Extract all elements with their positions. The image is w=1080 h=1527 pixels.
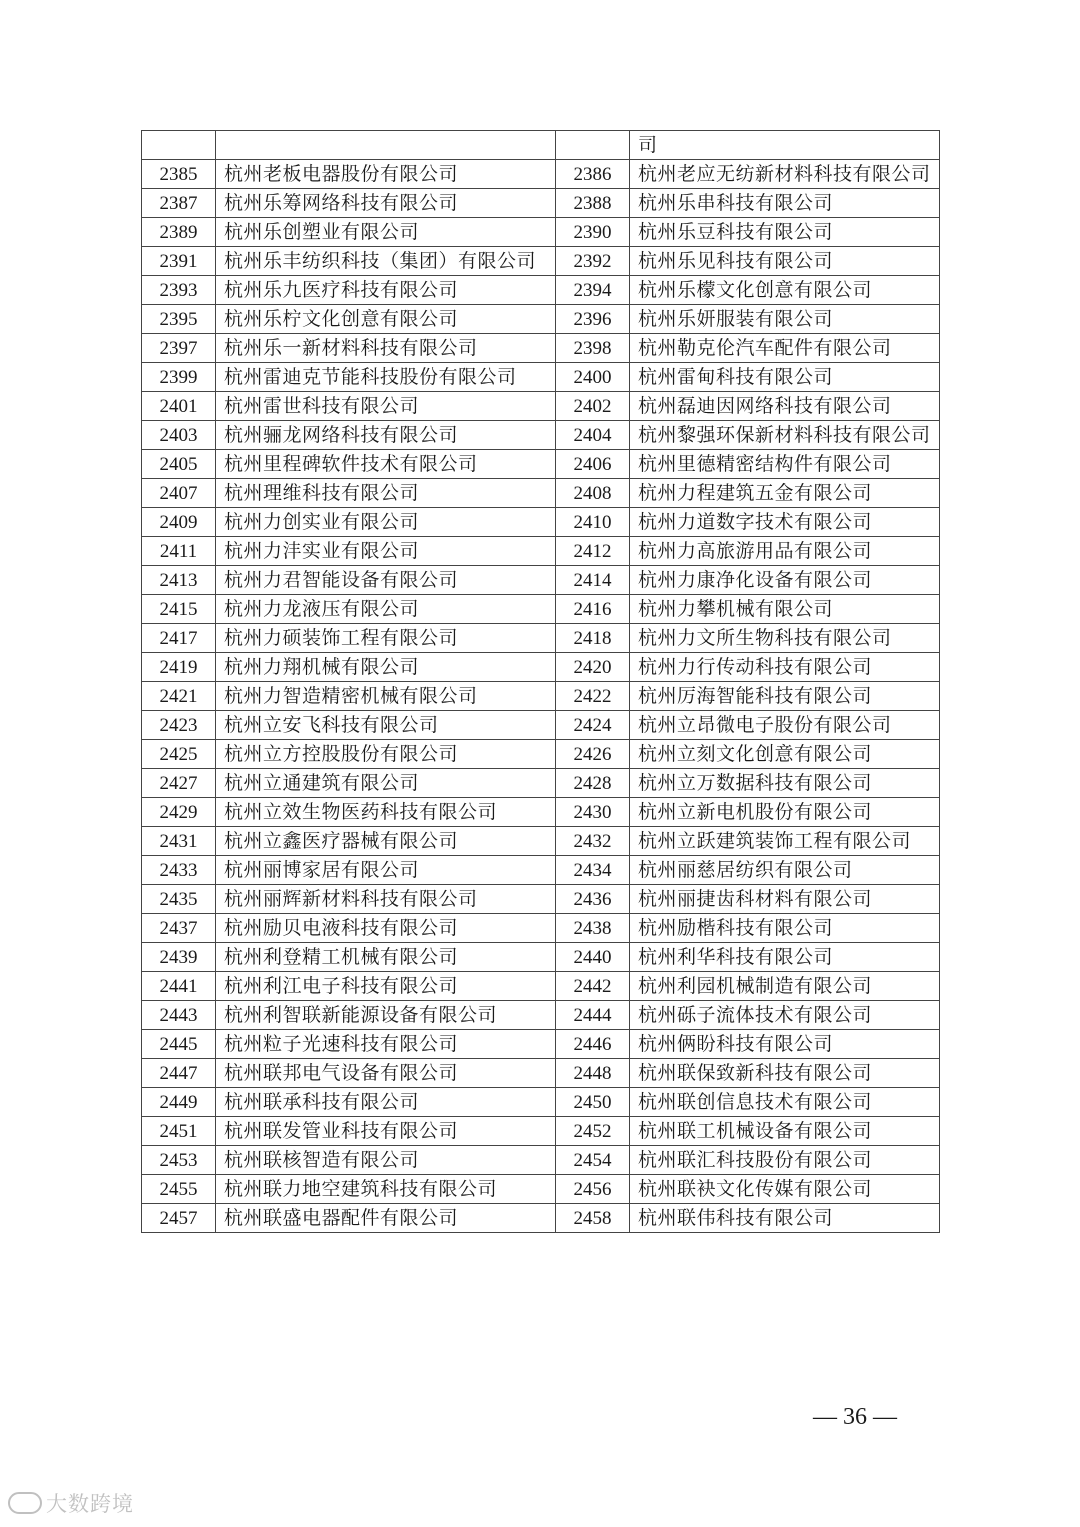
- company-name-cell: 杭州乐见科技有限公司: [630, 247, 940, 276]
- company-name-cell: 杭州立方控股股份有限公司: [216, 740, 556, 769]
- table-row: [142, 247, 940, 276]
- table-row: [142, 363, 940, 392]
- number-cell: 2419: [142, 653, 216, 682]
- company-name-cell: 杭州丽慈居纺织有限公司: [630, 856, 940, 885]
- number-cell: 2408: [556, 479, 630, 508]
- company-name-cell: 杭州粒子光速科技有限公司: [216, 1030, 556, 1059]
- company-name-cell: 杭州联力地空建筑科技有限公司: [216, 1175, 556, 1204]
- company-name-cell: 杭州力创实业有限公司: [216, 508, 556, 537]
- company-name-cell: 杭州乐九医疗科技有限公司: [216, 276, 556, 305]
- company-name-cell: 杭州立安飞科技有限公司: [216, 711, 556, 740]
- company-name-cell: 杭州乐柠文化创意有限公司: [216, 305, 556, 334]
- number-cell: 2391: [142, 247, 216, 276]
- company-name-cell: 杭州乐妍服装有限公司: [630, 305, 940, 334]
- number-cell: 2385: [142, 160, 216, 189]
- number-cell: 2456: [556, 1175, 630, 1204]
- company-name-cell: 杭州力翔机械有限公司: [216, 653, 556, 682]
- number-cell: 2426: [556, 740, 630, 769]
- company-name-cell: 杭州丽辉新材料科技有限公司: [216, 885, 556, 914]
- table-row: [142, 885, 940, 914]
- table-row: [142, 392, 940, 421]
- number-cell: 2440: [556, 943, 630, 972]
- table-row: [142, 798, 940, 827]
- company-name-cell: 杭州利华科技有限公司: [630, 943, 940, 972]
- company-name-cell: [216, 131, 556, 160]
- number-cell: 2409: [142, 508, 216, 537]
- company-name-cell: 杭州力文所生物科技有限公司: [630, 624, 940, 653]
- number-cell: 2441: [142, 972, 216, 1001]
- table-row: [142, 653, 940, 682]
- number-cell: 2392: [556, 247, 630, 276]
- number-cell: 2443: [142, 1001, 216, 1030]
- table-row: [142, 421, 940, 450]
- number-cell: 2425: [142, 740, 216, 769]
- number-cell: 2434: [556, 856, 630, 885]
- company-name-cell: 杭州力龙液压有限公司: [216, 595, 556, 624]
- company-name-cell: 杭州力康净化设备有限公司: [630, 566, 940, 595]
- company-name-cell: 杭州乐豆科技有限公司: [630, 218, 940, 247]
- company-name-cell: 杭州黎强环保新材料科技有限公司: [630, 421, 940, 450]
- number-cell: 2438: [556, 914, 630, 943]
- company-name-cell: 杭州立鑫医疗器械有限公司: [216, 827, 556, 856]
- number-cell: 2406: [556, 450, 630, 479]
- number-cell: 2448: [556, 1059, 630, 1088]
- table-row: [142, 682, 940, 711]
- number-cell: 2402: [556, 392, 630, 421]
- number-cell: 2428: [556, 769, 630, 798]
- table-row: [142, 537, 940, 566]
- number-cell: 2424: [556, 711, 630, 740]
- company-name-cell: 杭州立新电机股份有限公司: [630, 798, 940, 827]
- number-cell: 2400: [556, 363, 630, 392]
- company-name-cell: 杭州力道数字技术有限公司: [630, 508, 940, 537]
- number-cell: 2416: [556, 595, 630, 624]
- table-body: [142, 131, 940, 1233]
- company-name-cell: 杭州立昂微电子股份有限公司: [630, 711, 940, 740]
- company-name-cell: 杭州立刻文化创意有限公司: [630, 740, 940, 769]
- company-name-cell: 杭州联袂文化传媒有限公司: [630, 1175, 940, 1204]
- company-name-cell: 杭州利智联新能源设备有限公司: [216, 1001, 556, 1030]
- company-name-cell: 杭州联伟科技有限公司: [630, 1204, 940, 1233]
- company-name-cell: 杭州乐创塑业有限公司: [216, 218, 556, 247]
- company-name-cell: 杭州老应无纺新材料科技有限公司: [630, 160, 940, 189]
- table-row: [142, 566, 940, 595]
- company-list-table: [141, 130, 940, 1233]
- number-cell: 2458: [556, 1204, 630, 1233]
- number-cell: 2453: [142, 1146, 216, 1175]
- number-cell: 2394: [556, 276, 630, 305]
- watermark-text: 大数跨境: [46, 1492, 134, 1516]
- number-cell: 2429: [142, 798, 216, 827]
- company-name-cell: 杭州励楷科技有限公司: [630, 914, 940, 943]
- number-cell: 2386: [556, 160, 630, 189]
- number-cell: 2388: [556, 189, 630, 218]
- table-row: [142, 1030, 940, 1059]
- company-name-cell: 杭州联创信息技术有限公司: [630, 1088, 940, 1117]
- table-row: [142, 624, 940, 653]
- number-cell: 2431: [142, 827, 216, 856]
- company-name-cell: 杭州勒克伦汽车配件有限公司: [630, 334, 940, 363]
- table-row: [142, 1146, 940, 1175]
- number-cell: 2427: [142, 769, 216, 798]
- company-name-cell: 杭州砾子流体技术有限公司: [630, 1001, 940, 1030]
- company-name-cell: 杭州联盛电器配件有限公司: [216, 1204, 556, 1233]
- company-name-cell: 杭州雷世科技有限公司: [216, 392, 556, 421]
- table-row: [142, 1059, 940, 1088]
- number-cell: 2413: [142, 566, 216, 595]
- company-name-cell: 杭州力沣实业有限公司: [216, 537, 556, 566]
- table-row: [142, 1175, 940, 1204]
- company-name-cell: 杭州乐筹网络科技有限公司: [216, 189, 556, 218]
- table-row: [142, 305, 940, 334]
- table-row: [142, 450, 940, 479]
- company-name-cell: 杭州联核智造有限公司: [216, 1146, 556, 1175]
- company-name-cell: 杭州力行传动科技有限公司: [630, 653, 940, 682]
- number-cell: 2411: [142, 537, 216, 566]
- table-row: [142, 1001, 940, 1030]
- number-cell: 2451: [142, 1117, 216, 1146]
- company-name-cell: 杭州联发管业科技有限公司: [216, 1117, 556, 1146]
- number-cell: 2395: [142, 305, 216, 334]
- table-row: [142, 1088, 940, 1117]
- company-name-cell: 杭州里德精密结构件有限公司: [630, 450, 940, 479]
- number-cell: 2387: [142, 189, 216, 218]
- company-name-cell: 杭州力智造精密机械有限公司: [216, 682, 556, 711]
- company-name-cell: 杭州立跃建筑装饰工程有限公司: [630, 827, 940, 856]
- table-row: [142, 1204, 940, 1233]
- company-name-cell: 杭州利登精工机械有限公司: [216, 943, 556, 972]
- company-name-cell: 杭州力攀机械有限公司: [630, 595, 940, 624]
- company-name-cell: 杭州联承科技有限公司: [216, 1088, 556, 1117]
- company-name-cell: 杭州利园机械制造有限公司: [630, 972, 940, 1001]
- table-row: [142, 943, 940, 972]
- number-cell: 2405: [142, 450, 216, 479]
- company-name-cell: 杭州丽博家居有限公司: [216, 856, 556, 885]
- company-name-cell: 杭州雷甸科技有限公司: [630, 363, 940, 392]
- table-row: [142, 189, 940, 218]
- number-cell: 2418: [556, 624, 630, 653]
- number-cell: 2439: [142, 943, 216, 972]
- company-name-cell: 杭州厉海智能科技有限公司: [630, 682, 940, 711]
- company-name-cell: 杭州力高旅游用品有限公司: [630, 537, 940, 566]
- number-cell: 2407: [142, 479, 216, 508]
- company-name-cell: 杭州乐丰纺织科技（集团）有限公司: [216, 247, 556, 276]
- number-cell: 2454: [556, 1146, 630, 1175]
- table-row: [142, 711, 940, 740]
- watermark: [8, 1488, 134, 1518]
- number-cell: 2403: [142, 421, 216, 450]
- number-cell: 2417: [142, 624, 216, 653]
- company-name-cell: 司: [630, 131, 940, 160]
- company-name-cell: 杭州磊迪因网络科技有限公司: [630, 392, 940, 421]
- number-cell: 2389: [142, 218, 216, 247]
- table-row: [142, 218, 940, 247]
- table-row: [142, 131, 940, 160]
- company-name-cell: 杭州立通建筑有限公司: [216, 769, 556, 798]
- number-cell: 2437: [142, 914, 216, 943]
- number-cell: 2452: [556, 1117, 630, 1146]
- company-name-cell: 杭州联汇科技股份有限公司: [630, 1146, 940, 1175]
- number-cell: 2442: [556, 972, 630, 1001]
- number-cell: 2422: [556, 682, 630, 711]
- company-name-cell: 杭州乐檬文化创意有限公司: [630, 276, 940, 305]
- number-cell: [142, 131, 216, 160]
- table-row: [142, 914, 940, 943]
- company-name-cell: 杭州联邦电气设备有限公司: [216, 1059, 556, 1088]
- number-cell: 2410: [556, 508, 630, 537]
- company-name-cell: 杭州励贝电液科技有限公司: [216, 914, 556, 943]
- company-name-cell: 杭州力程建筑五金有限公司: [630, 479, 940, 508]
- table-row: [142, 972, 940, 1001]
- table-row: [142, 334, 940, 363]
- company-name-cell: 杭州力硕装饰工程有限公司: [216, 624, 556, 653]
- company-name-cell: 杭州乐一新材料科技有限公司: [216, 334, 556, 363]
- number-cell: 2445: [142, 1030, 216, 1059]
- table-row: [142, 479, 940, 508]
- company-name-cell: 杭州利江电子科技有限公司: [216, 972, 556, 1001]
- number-cell: 2455: [142, 1175, 216, 1204]
- weibo-logo-icon: [8, 1492, 42, 1514]
- number-cell: 2444: [556, 1001, 630, 1030]
- company-name-cell: 杭州力君智能设备有限公司: [216, 566, 556, 595]
- number-cell: 2430: [556, 798, 630, 827]
- company-name-cell: 杭州立万数据科技有限公司: [630, 769, 940, 798]
- number-cell: 2449: [142, 1088, 216, 1117]
- number-cell: 2401: [142, 392, 216, 421]
- number-cell: 2435: [142, 885, 216, 914]
- number-cell: 2399: [142, 363, 216, 392]
- table-row: [142, 740, 940, 769]
- number-cell: 2396: [556, 305, 630, 334]
- number-cell: [556, 131, 630, 160]
- company-name-cell: 杭州丽捷齿科材料有限公司: [630, 885, 940, 914]
- number-cell: 2432: [556, 827, 630, 856]
- table-row: [142, 508, 940, 537]
- number-cell: 2447: [142, 1059, 216, 1088]
- number-cell: 2415: [142, 595, 216, 624]
- company-name-cell: 杭州联保致新科技有限公司: [630, 1059, 940, 1088]
- table-row: [142, 856, 940, 885]
- company-name-cell: 杭州老板电器股份有限公司: [216, 160, 556, 189]
- table-row: [142, 1117, 940, 1146]
- number-cell: 2436: [556, 885, 630, 914]
- number-cell: 2412: [556, 537, 630, 566]
- number-cell: 2393: [142, 276, 216, 305]
- number-cell: 2446: [556, 1030, 630, 1059]
- table-row: [142, 160, 940, 189]
- table-row: [142, 769, 940, 798]
- company-name-cell: 杭州乐串科技有限公司: [630, 189, 940, 218]
- number-cell: 2414: [556, 566, 630, 595]
- table-row: [142, 595, 940, 624]
- number-cell: 2450: [556, 1088, 630, 1117]
- company-name-cell: 杭州俩盼科技有限公司: [630, 1030, 940, 1059]
- table-row: [142, 276, 940, 305]
- number-cell: 2390: [556, 218, 630, 247]
- company-name-cell: 杭州立效生物医药科技有限公司: [216, 798, 556, 827]
- number-cell: 2397: [142, 334, 216, 363]
- company-name-cell: 杭州理维科技有限公司: [216, 479, 556, 508]
- number-cell: 2420: [556, 653, 630, 682]
- number-cell: 2404: [556, 421, 630, 450]
- number-cell: 2398: [556, 334, 630, 363]
- company-name-cell: 杭州里程碑软件技术有限公司: [216, 450, 556, 479]
- company-name-cell: 杭州联工机械设备有限公司: [630, 1117, 940, 1146]
- table-row: [142, 827, 940, 856]
- page-number: — 36 —: [813, 1404, 897, 1430]
- company-name-cell: 杭州雷迪克节能科技股份有限公司: [216, 363, 556, 392]
- number-cell: 2423: [142, 711, 216, 740]
- number-cell: 2421: [142, 682, 216, 711]
- company-name-cell: 杭州骊龙网络科技有限公司: [216, 421, 556, 450]
- number-cell: 2457: [142, 1204, 216, 1233]
- number-cell: 2433: [142, 856, 216, 885]
